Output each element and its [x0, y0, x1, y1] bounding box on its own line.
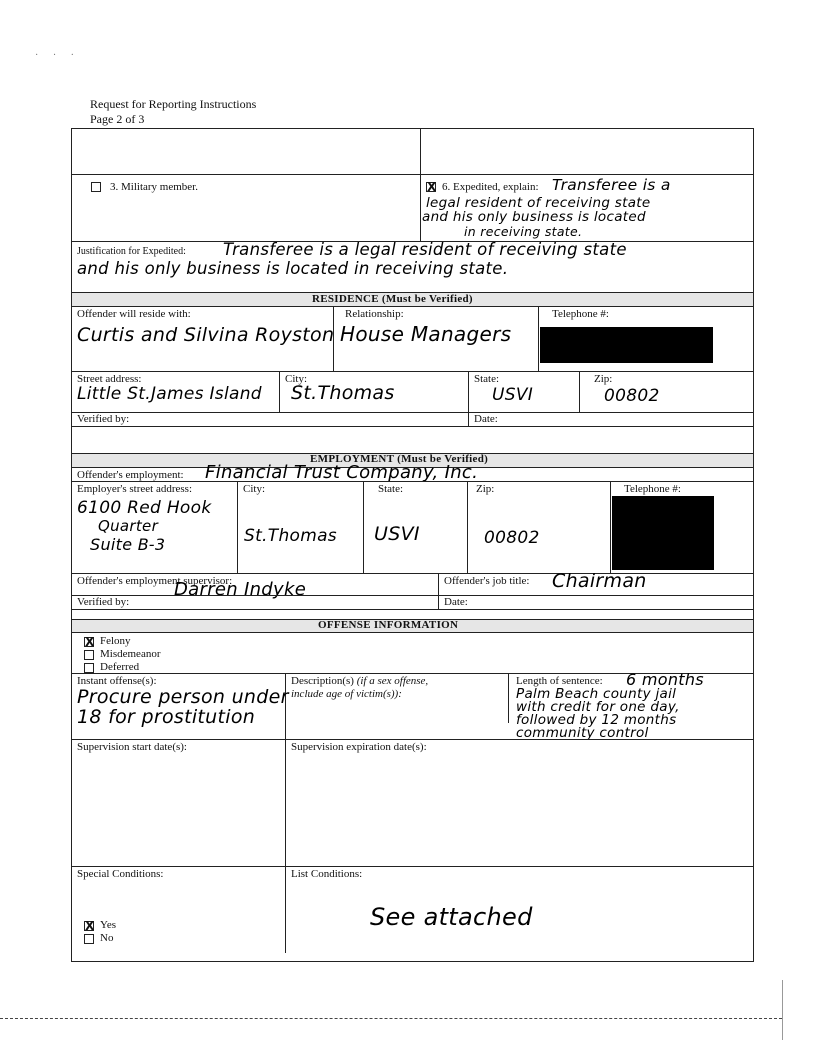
felony-label: Felony: [100, 635, 131, 647]
divider: [438, 573, 439, 609]
page-edge-line: [782, 980, 783, 1040]
page-edge-line: [0, 1018, 782, 1019]
supervision-expiration-label: Supervision expiration date(s):: [291, 741, 427, 753]
expedited-label: 6. Expedited, explain:: [442, 181, 539, 193]
divider: [468, 371, 469, 426]
document-header: [90, 97, 256, 127]
divider: [72, 412, 753, 413]
deferred-checkbox[interactable]: [84, 663, 94, 673]
employer-street-line-2: Quarter: [98, 517, 159, 535]
misdemeanor-label: Misdemeanor: [100, 648, 161, 660]
description-label: [291, 675, 428, 687]
residence-street-value: Little St.James Island: [77, 384, 262, 404]
redacted-block: [612, 496, 714, 570]
page-number: Page 2 of 3: [90, 112, 145, 126]
sentence-line-1: 6 months: [626, 670, 704, 689]
divider: [538, 306, 539, 371]
sentence-line-3: with credit for one day,: [516, 699, 680, 715]
expedited-checkbox[interactable]: X: [427, 180, 437, 194]
employer-state-value: USVI: [374, 523, 420, 545]
divider: [279, 371, 280, 412]
employer-street-line-1: 6100 Red Hook: [77, 498, 212, 518]
sentence-line-2: Palm Beach county jail: [516, 686, 677, 702]
relationship-value: House Managers: [340, 322, 512, 346]
sentence-label: Length of sentence:: [516, 675, 603, 687]
reporting-form: [71, 128, 754, 962]
divider: [72, 632, 753, 633]
job-title-label: Offender's job title:: [444, 575, 530, 587]
supervision-start-label: Supervision start date(s):: [77, 741, 187, 753]
conditions-no-label: No: [100, 932, 114, 944]
residence-verified-label: Verified by:: [77, 413, 130, 425]
residence-street-label: Street address:: [77, 373, 142, 385]
divider: [363, 481, 364, 573]
redacted-block: [540, 327, 713, 363]
instant-offense-label: Instant offense(s):: [77, 675, 157, 687]
offense-section-title: OFFENSE INFORMATION: [318, 619, 459, 631]
employer-street-line-3: Suite B-3: [90, 535, 166, 554]
residence-date-label: Date:: [474, 413, 498, 425]
justification-line-1: Transferee is a legal resident of receiving state: [223, 240, 627, 259]
residence-zip-label: Zip:: [594, 373, 613, 385]
justification-label: Justification for Expedited:: [77, 246, 186, 257]
employer-telephone-label: Telephone #:: [624, 483, 681, 495]
divider: [420, 129, 421, 241]
description-note-1: (if a sex offense,: [356, 675, 429, 687]
employment-label: Offender's employment:: [77, 469, 184, 481]
divider: [610, 481, 611, 573]
residence-state-label: State:: [474, 373, 500, 385]
expedited-line-3: and his only business is located: [422, 209, 646, 225]
divider: [579, 371, 580, 412]
military-checkbox[interactable]: [91, 182, 101, 192]
divider: [285, 673, 286, 953]
supervisor-value: Darren Indyke: [174, 579, 307, 600]
list-conditions-label: List Conditions:: [291, 868, 363, 880]
divider: [72, 739, 753, 740]
employer-city-value: St.Thomas: [244, 526, 337, 546]
employer-state-label: State:: [378, 483, 404, 495]
expedited-line-2: legal resident of receiving state: [426, 195, 651, 211]
divider: [72, 174, 753, 175]
deferred-label: Deferred: [100, 661, 140, 673]
relationship-label: Relationship:: [345, 308, 404, 320]
conditions-no-checkbox[interactable]: [84, 934, 94, 944]
supervisor-label: Offender's employment supervisor:: [77, 575, 233, 587]
divider: [467, 481, 468, 573]
divider: [508, 673, 509, 723]
divider: [237, 481, 238, 573]
divider: [72, 426, 753, 427]
military-label: 3. Military member.: [110, 181, 198, 193]
reside-with-value: Curtis and Silvina Royston: [77, 324, 335, 346]
residence-section-title: RESIDENCE (Must be Verified): [312, 293, 473, 305]
description-note-2: [291, 688, 402, 700]
list-conditions-value: See attached: [370, 903, 533, 931]
conditions-yes-checkbox[interactable]: X: [85, 919, 95, 933]
residence-state-value: USVI: [492, 385, 534, 405]
divider: [72, 866, 753, 867]
residence-telephone-label: Telephone #:: [552, 308, 609, 320]
description-label-text: Description(s): [291, 675, 354, 687]
special-conditions-label: Special Conditions:: [77, 868, 164, 880]
divider: [72, 306, 753, 307]
instant-offense-line-1: Procure person under: [77, 686, 289, 708]
sentence-line-5: community control: [516, 725, 649, 741]
residence-city-label: City:: [285, 373, 308, 385]
residence-city-value: St.Thomas: [291, 382, 395, 404]
divider: [72, 371, 753, 372]
employment-value: Financial Trust Company, Inc.: [205, 462, 479, 483]
felony-checkbox[interactable]: X: [85, 635, 95, 649]
instant-offense-line-2: 18 for prostitution: [77, 706, 256, 728]
residence-zip-value: 00802: [604, 386, 660, 406]
employer-zip-label: Zip:: [476, 483, 495, 495]
justification-line-2: and his only business is located in receiving state.: [77, 259, 509, 278]
employer-street-label: Employer's street address:: [77, 483, 193, 495]
document-title: Request for Reporting Instructions: [90, 97, 257, 111]
expedited-line-1: Transferee is a: [552, 176, 671, 194]
employment-section-title: EMPLOYMENT (Must be Verified): [310, 453, 489, 465]
employment-date-label: Date:: [444, 596, 468, 608]
scan-artifact: · · ·: [35, 50, 80, 61]
sentence-line-4: followed by 12 months: [516, 712, 677, 728]
employer-city-label: City:: [243, 483, 266, 495]
divider: [72, 595, 753, 596]
employment-verified-label: Verified by:: [77, 596, 130, 608]
conditions-yes-label: Yes: [100, 919, 117, 931]
divider: [72, 481, 753, 482]
job-title-value: Chairman: [552, 570, 647, 592]
expedited-line-4: in receiving state.: [464, 224, 583, 239]
employer-zip-value: 00802: [484, 528, 540, 548]
misdemeanor-checkbox[interactable]: [84, 650, 94, 660]
divider: [72, 609, 753, 610]
description-note-2-text: include age of victim(s)):: [291, 688, 402, 700]
divider: [72, 573, 753, 574]
reside-with-label: Offender will reside with:: [77, 308, 191, 320]
